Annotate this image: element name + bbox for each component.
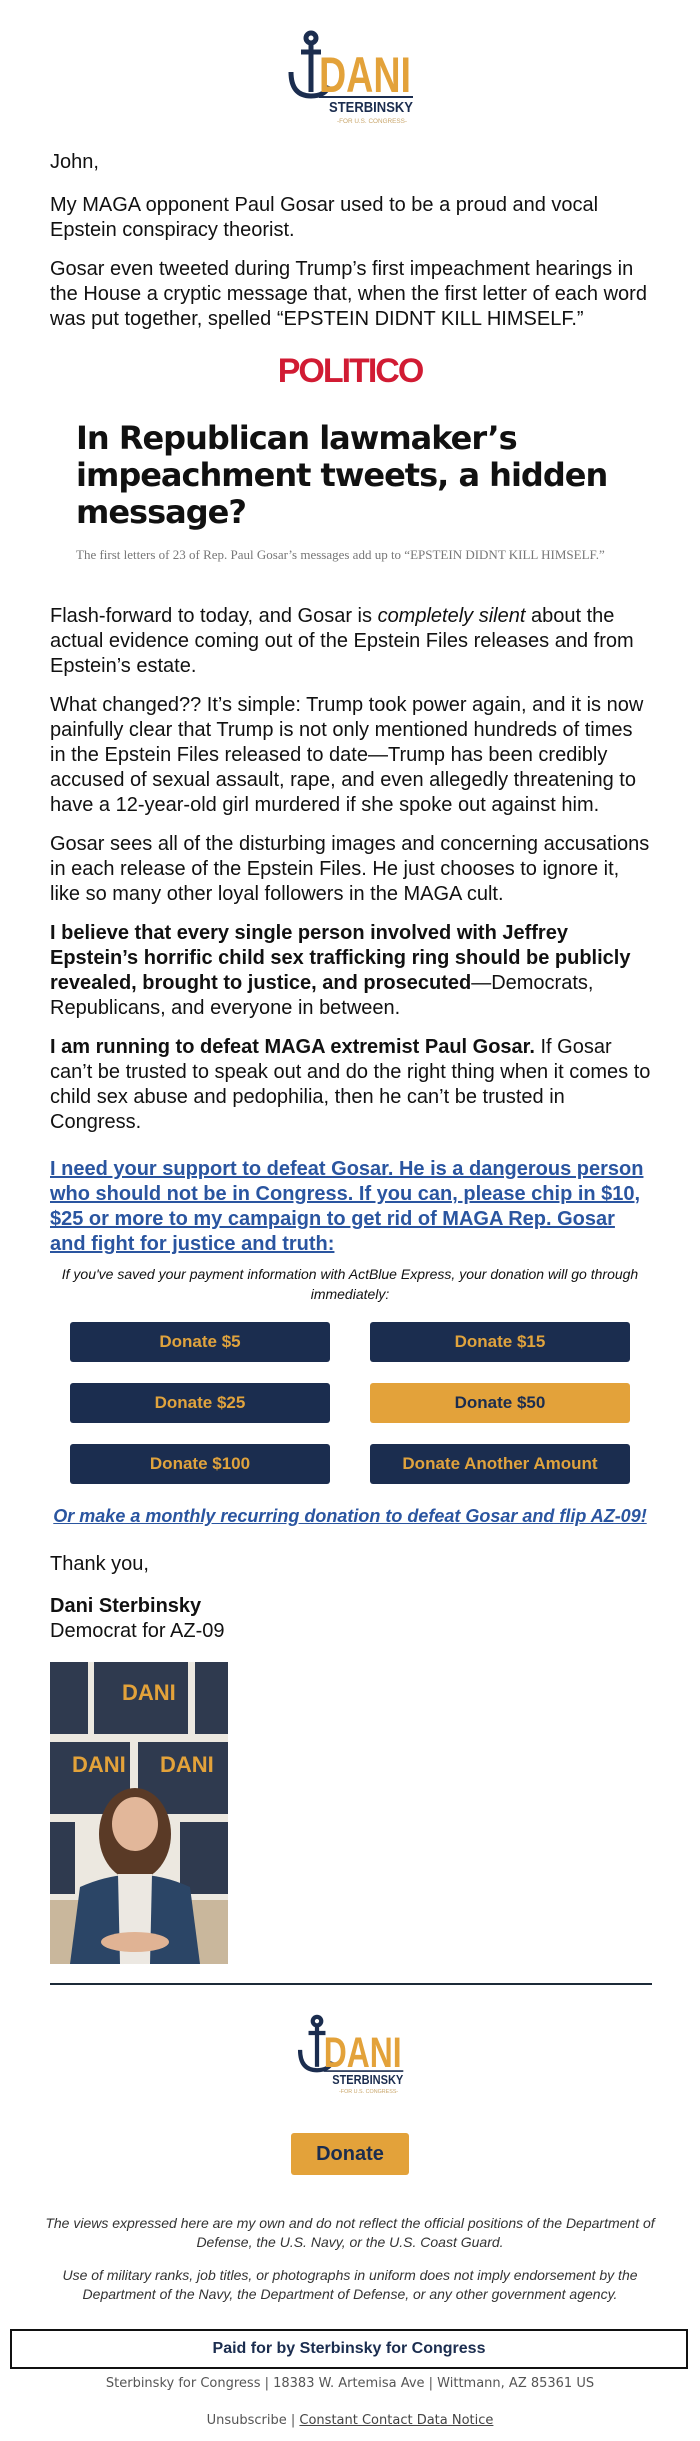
data-notice-link[interactable]: Constant Contact Data Notice (299, 2413, 494, 2428)
divider (50, 1983, 652, 1985)
donate-25-button[interactable]: Donate $25 (70, 1383, 330, 1423)
signoff: Thank you, (50, 1553, 149, 1575)
monthly-donation-link[interactable]: Or make a monthly recurring donation to defeat Gosar and flip AZ-09! (53, 1506, 647, 1526)
article-headline: In Republican lawmaker’s impeachment tweets, a hidden message? (76, 419, 608, 531)
article-dek: The first letters of 23 of Rep. Paul Gosar’s messages add up to “EPSTEIN DIDNT KILL HIMSELF.” (76, 547, 605, 562)
believe-paragraph: I believe that every single person involved with Jeffrey Epstein’s horrific child sex trafficking ring should be publicly revealed, brought to justice, and prosecuted—Democrats, Republicans, and everyone in between. (50, 922, 631, 1019)
signer-title: Democrat for AZ-09 (50, 1620, 225, 1642)
sees-paragraph: Gosar sees all of the disturbing images and concerning accusations in each release of the Epstein Files. He just chooses to ignore it, like so many other loyal followers in the MAGA cult. (50, 833, 650, 905)
intro-paragraph: Gosar even tweeted during Trump’s first impeachment hearings in the House a cryptic message that, when the first letter of each word was put together, spelled “EPSTEIN DIDNT KILL HIMSELF.” (50, 258, 647, 330)
changed-paragraph: What changed?? It’s simple: Trump took power again, and it is now painfully clear that Trump is not only mentioned hundreds of times in the Epstein Files released to date—Trump has been credibly accused of sexual assault, rape, and even allegedly threatening to have a 12-year-old girl murdered if she spoke out against him. (50, 694, 644, 816)
paid-for-box: Paid for by Sterbinsky for Congress (10, 2329, 688, 2369)
running-paragraph: I am running to defeat MAGA extremist Paul Gosar. If Gosar can’t be trusted to speak out and do the right thing when it comes to child sex abuse and pedophilia, then he can’t be trusted in Congress. (50, 1036, 651, 1133)
main-body (50, 604, 652, 1271)
disclaimer-views: The views expressed here are my own and do not reflect the official positions of the Department of Defense, the U.S. Navy, or the U.S. Coast Guard. (45, 2215, 655, 2250)
svg-text:DANI: DANI (160, 1752, 214, 1777)
intro-paragraph: My MAGA opponent Paul Gosar used to be a proud and vocal Epstein conspiracy theorist. (50, 194, 599, 241)
greeting: John, (50, 151, 99, 173)
donate-15-button[interactable]: Donate $15 (370, 1322, 630, 1362)
donate-50-button[interactable]: Donate $50 (370, 1383, 630, 1423)
footer-links: Unsubscribe | Constant Contact Data Notice (206, 2413, 494, 2428)
mailing-address: Sterbinsky for Congress | 18383 W. Artemisa Ave | Wittmann, AZ 85361 US (105, 2376, 595, 2391)
svg-text:DANI: DANI (72, 1752, 126, 1777)
intro-section (50, 150, 652, 346)
campaign-logo (0, 30, 700, 126)
svg-text:DANI: DANI (319, 47, 411, 103)
svg-text:-FOR U.S. CONGRESS-: -FOR U.S. CONGRESS- (337, 119, 407, 125)
candidate-photo (50, 1662, 228, 1964)
svg-text:-FOR U.S. CONGRESS-: -FOR U.S. CONGRESS- (339, 2089, 399, 2096)
donate-5-button[interactable]: Donate $5 (70, 1322, 330, 1362)
disclaimer-military: Use of military ranks, job titles, or photographs in uniform does not imply endorsement by the Department of the Navy, the Department of Defense, or any other government agency. (62, 2267, 638, 2302)
svg-text:STERBINSKY: STERBINSKY (332, 2072, 404, 2087)
unsubscribe-link[interactable]: Unsubscribe (206, 2413, 287, 2428)
support-link[interactable]: I need your support to defeat Gosar. He is a dangerous person who should not be in Congress. If you can, please chip in $10, $25 or more to my campaign to get rid of MAGA Rep. Gosar and fight for justice and truth: (50, 1158, 644, 1255)
svg-text:DANI: DANI (323, 2028, 402, 2076)
politico-logo: POLITICO (277, 352, 423, 390)
footer-donate-button[interactable]: Donate (291, 2133, 409, 2175)
flash-paragraph: Flash-forward to today, and Gosar is completely silent about the actual evidence coming out of the Epstein Files releases and from Epstein’s estate. (50, 605, 634, 677)
svg-text:STERBINSKY: STERBINSKY (329, 99, 413, 116)
donate-100-button[interactable]: Donate $100 (70, 1444, 330, 1484)
donate-other-button[interactable]: Donate Another Amount (370, 1444, 630, 1484)
footer-logo (0, 2010, 700, 2100)
signer-name: Dani Sterbinsky (50, 1595, 202, 1617)
actblue-note: If you've saved your payment information with ActBlue Express, your donation will go through immediately: (61, 1266, 639, 1302)
svg-text:DANI: DANI (122, 1680, 176, 1705)
